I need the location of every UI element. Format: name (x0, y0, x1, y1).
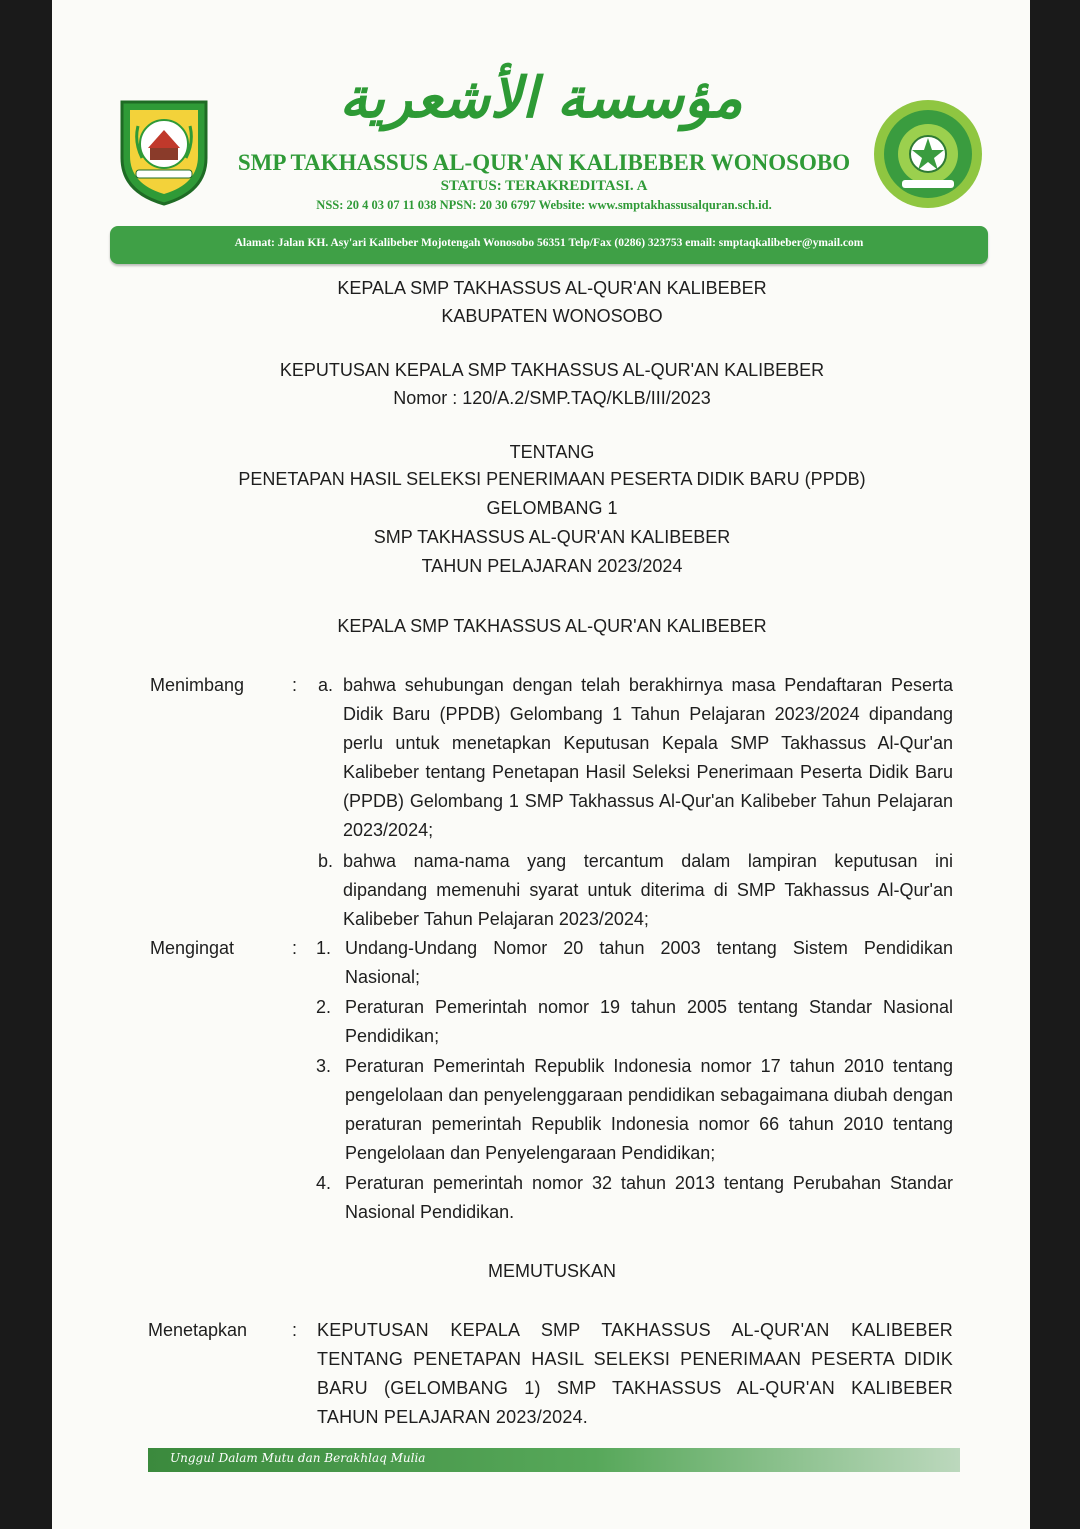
menimbang-colon: : (292, 675, 298, 695)
school-motto: Unggul Dalam Mutu dan Berakhlaq Mulia (170, 1451, 426, 1465)
mengingat-colon: : (292, 938, 298, 958)
address-bar (110, 226, 988, 264)
mengingat-item-1: Undang-Undang Nomor 20 tahun 2003 tentang Sistem Pendidikan Nasional; (345, 938, 953, 987)
subject-line-1: PENETAPAN HASIL SELEKSI PENERIMAAN PESERTA DIDIK BARU (PPDB) (238, 469, 866, 489)
decree-title: KEPUTUSAN KEPALA SMP TAKHASSUS AL-QUR'AN KALIBEBER (279, 360, 825, 380)
mengingat-label: Mengingat (150, 938, 235, 958)
menimbang-item-b: bahwa nama-nama yang tercantum dalam lampiran keputusan ini dipandang memenuhi syarat untuk diterima di SMP Takhassus Al-Qur'an Kalibeber Tahun Pelajaran 2023/2024; (343, 851, 953, 929)
menetapkan-colon: : (292, 1320, 298, 1340)
mengingat-marker-2: 2. (316, 997, 332, 1017)
mengingat-marker-4: 4. (316, 1173, 332, 1193)
menimbang-marker-b: b. (318, 851, 334, 871)
school-identifiers: NSS: 20 4 03 07 11 038 NPSN: 20 30 6797 Website: www.smptakhassusalquran.sch.id. (316, 198, 772, 212)
menimbang-label: Menimbang (150, 675, 245, 695)
about-heading: TENTANG (509, 442, 595, 462)
subject-line-4: TAHUN PELAJARAN 2023/2024 (421, 556, 683, 576)
school-address: Alamat: Jalan KH. Asy'ari Kalibeber Mojotengah Wonosobo 56351 Telp/Fax (0286) 323753 email: smptaqkalibeber@ymail.com (234, 237, 864, 249)
heading-principal: KEPALA SMP TAKHASSUS AL-QUR'AN KALIBEBER (337, 278, 767, 298)
mengingat-item-4: Peraturan pemerintah nomor 32 tahun 2013 tentang Perubahan Standar Nasional Pendidikan. (345, 1173, 953, 1222)
mengingat-marker-3: 3. (316, 1056, 332, 1076)
mengingat-marker-1: 1. (316, 938, 332, 958)
menimbang-item-a: bahwa sehubungan dengan telah berakhirnya masa Pendaftaran Peserta Didik Baru (PPDB) Gelombang 1 Tahun Pelajaran 2023/2024 dipandang perlu untuk menetapkan Keputusan Kepala SMP Takhassus Al-Qur'an Kalibeber tentang Penetapan Hasil Seleksi Penerimaan Peserta Didik Baru (PPDB) Gelombang 1 SMP Takhassus Al-Qur'an Kalibeber Tahun Pelajaran 2023/2024; (343, 675, 953, 840)
menetapkan-text: KEPUTUSAN KEPALA SMP TAKHASSUS AL-QUR'AN KALIBEBER TENTANG PENETAPAN HASIL SELEKSI PENERIMAAN PESERTA DIDIK BARU (GELOMBANG 1) SMP TAKHASSUS AL-QUR'AN KALIBEBER TAHUN PELAJARAN 2023/2024. (317, 1320, 953, 1427)
subject-line-3: SMP TAKHASSUS AL-QUR'AN KALIBEBER (373, 527, 731, 547)
footer-bar (148, 1448, 960, 1472)
heading-regency: KABUPATEN WONOSOBO (441, 306, 663, 326)
accreditation-status: STATUS: TERAKREDITASI. A (440, 178, 648, 194)
mengingat-item-3: Peraturan Pemerintah Republik Indonesia nomor 17 tahun 2010 tentang pengelolaan dan penyelenggaraan pendidikan sebagaimana diubah dengan peraturan pemerintah Republik Indonesia nomor 66 tahun 2010 tentang Pengelolaan dan Penyelengaraan Pendidikan; (345, 1056, 953, 1163)
school-name: SMP TAKHASSUS AL-QUR'AN KALIBEBER WONOSOBO (237, 150, 851, 175)
issuer-heading: KEPALA SMP TAKHASSUS AL-QUR'AN KALIBEBER (337, 616, 767, 636)
subject-line-2: GELOMBANG 1 (486, 498, 618, 518)
menimbang-marker-a: a. (318, 675, 334, 695)
memutuskan-heading: MEMUTUSKAN (487, 1261, 616, 1281)
foundation-arabic-title: مؤسسة الأشعرية (339, 65, 743, 131)
mengingat-item-2: Peraturan Pemerintah nomor 19 tahun 2005 tentang Standar Nasional Pendidikan; (345, 997, 953, 1046)
menetapkan-label: Menetapkan (148, 1320, 248, 1340)
document-page (52, 0, 1030, 1529)
decree-number: Nomor : 120/A.2/SMP.TAQ/KLB/III/2023 (393, 388, 711, 408)
